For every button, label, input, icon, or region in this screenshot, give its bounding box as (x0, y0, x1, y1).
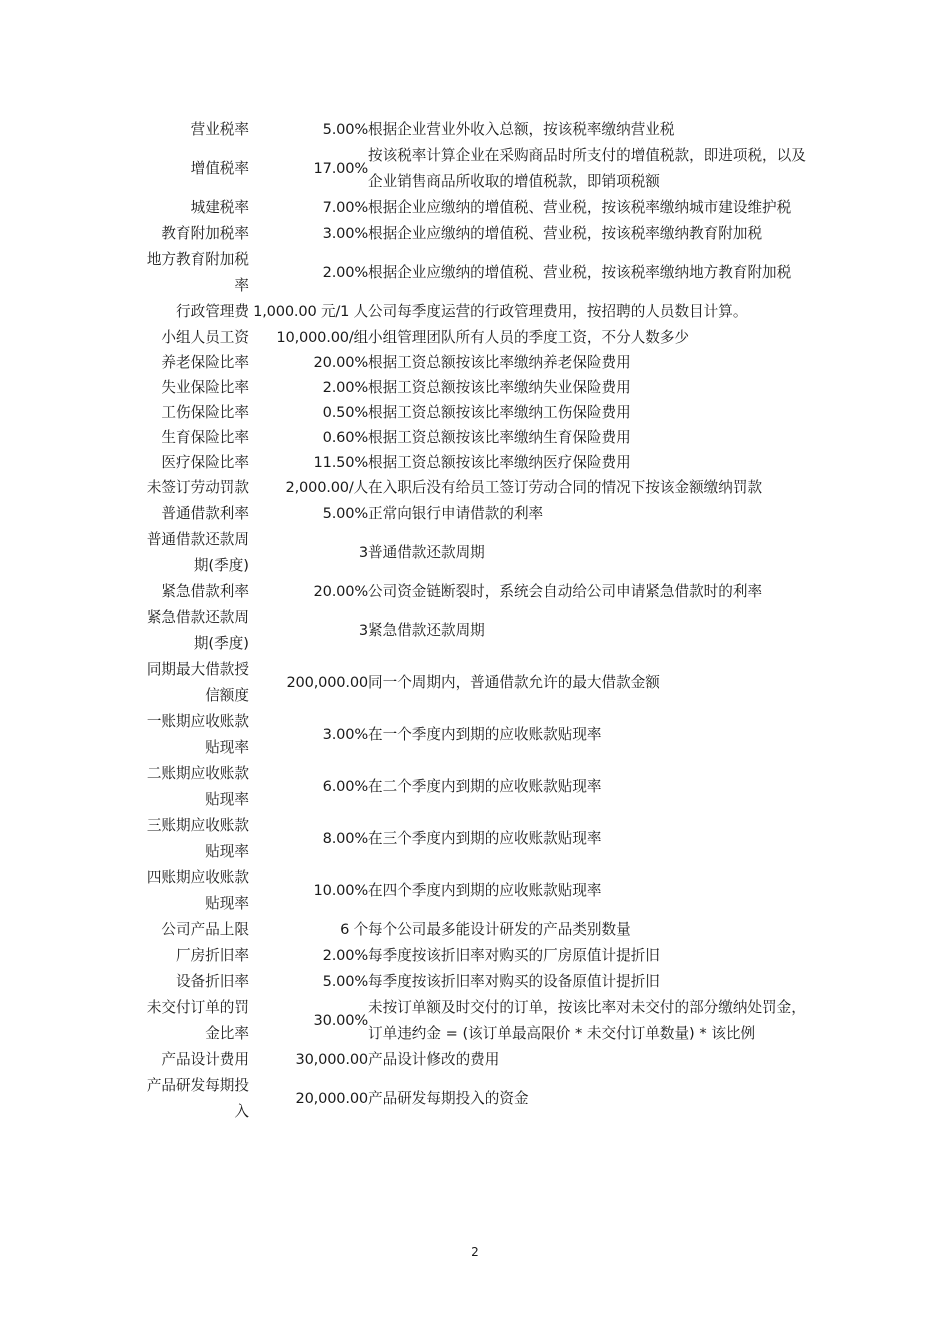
parameter-name: 营业税率 (190, 121, 249, 138)
parameter-value: 30.00% (313, 1012, 368, 1029)
parameter-document (142, 117, 814, 1125)
parameter-row (142, 1073, 814, 1125)
parameter-row (142, 709, 814, 761)
parameter-name: 一账期应收账款贴现率 (146, 713, 249, 756)
parameter-row (142, 375, 814, 400)
page-number: 2 (471, 1245, 479, 1259)
parameter-name: 工伤保险比率 (161, 404, 249, 421)
parameter-row (142, 501, 814, 527)
parameter-value: 0.60% (322, 429, 368, 446)
parameter-value: 10.00% (313, 882, 368, 899)
parameter-row (142, 605, 814, 657)
parameter-value: 11.50% (313, 454, 368, 471)
parameter-rows (142, 117, 814, 1125)
parameter-name: 同期最大借款授信额度 (146, 661, 249, 704)
parameter-row (142, 761, 814, 813)
parameter-name: 二账期应收账款贴现率 (146, 765, 249, 808)
parameter-row (142, 299, 814, 325)
parameter-name: 厂房折旧率 (176, 947, 249, 964)
parameter-description: 产品研发每期投入的资金 (368, 1090, 529, 1107)
parameter-row (142, 527, 814, 579)
parameter-description: 每季度按该折旧率对购买的设备原值计提折旧 (368, 973, 660, 990)
parameter-value: 200,000.00 (286, 674, 368, 691)
parameter-description: 公司资金链断裂时，系统会自动给公司申请紧急借款时的利率 (368, 583, 763, 600)
parameter-name: 医疗保险比率 (161, 454, 249, 471)
parameter-description: 根据工资总额按该比率缴纳工伤保险费用 (368, 404, 631, 421)
parameter-description: 根据企业营业外收入总额，按该税率缴纳营业税 (368, 121, 675, 138)
parameter-description: 每季度按该折旧率对购买的厂房原值计提折旧 (368, 947, 660, 964)
parameter-row (142, 400, 814, 425)
parameter-row (142, 247, 814, 299)
parameter-value: 2.00% (322, 379, 368, 396)
parameter-row (142, 195, 814, 221)
parameter-name: 产品设计费用 (161, 1051, 249, 1068)
parameter-name: 行政管理费 (176, 303, 249, 320)
parameter-value: 2.00% (322, 947, 368, 964)
parameter-description: 在二个季度内到期的应收账款贴现率 (368, 778, 602, 795)
parameter-value: 30,000.00 (295, 1051, 368, 1068)
parameter-row (142, 943, 814, 969)
parameter-description: 普通借款还款周期 (368, 544, 485, 561)
parameter-value: 6 个 (340, 921, 368, 938)
parameter-name: 普通借款还款周期(季度) (146, 531, 249, 574)
parameter-name: 设备折旧率 (176, 973, 249, 990)
parameter-row (142, 917, 814, 943)
parameter-row (142, 813, 814, 865)
parameter-value: 20,000.00 (295, 1090, 368, 1107)
parameter-name: 生育保险比率 (161, 429, 249, 446)
parameter-value: 7.00% (322, 199, 368, 216)
parameter-value: 2.00% (322, 264, 368, 281)
parameter-value: 8.00% (322, 830, 368, 847)
parameter-value: 3 (358, 544, 368, 561)
parameter-name: 四账期应收账款贴现率 (146, 869, 249, 912)
parameter-description: 未按订单额及时交付的订单，按该比率对未交付的部分缴纳处罚金，订单违约金 = (该订单最高限价 * 未交付订单数量) * 该比例 (368, 999, 806, 1042)
parameter-row (142, 450, 814, 475)
parameter-description: 根据工资总额按该比率缴纳医疗保险费用 (368, 454, 631, 471)
parameter-row (142, 475, 814, 501)
parameter-name: 公司产品上限 (161, 921, 249, 938)
parameter-name: 地方教育附加税率 (146, 251, 249, 294)
parameter-name: 未签订劳动罚款 (146, 479, 249, 496)
parameter-value: 1,000.00 元/1 人 (253, 303, 368, 320)
parameter-description: 同一个周期内，普通借款允许的最大借款金额 (368, 674, 660, 691)
parameter-name: 紧急借款还款周期(季度) (146, 609, 249, 652)
parameter-row (142, 117, 814, 143)
parameter-row (142, 579, 814, 605)
parameter-name: 增值税率 (190, 160, 249, 177)
parameter-row (142, 325, 814, 350)
parameter-description: 在三个季度内到期的应收账款贴现率 (368, 830, 602, 847)
parameter-description: 在入职后没有给员工签订劳动合同的情况下按该金额缴纳罚款 (368, 479, 763, 496)
parameter-name: 三账期应收账款贴现率 (146, 817, 249, 860)
parameter-value: 5.00% (322, 121, 368, 138)
parameter-name: 未交付订单的罚金比率 (146, 999, 249, 1042)
parameter-row (142, 657, 814, 709)
parameter-value: 3 (358, 622, 368, 639)
parameter-row (142, 1047, 814, 1073)
parameter-name: 小组人员工资 (161, 329, 249, 346)
parameter-value: 20.00% (313, 583, 368, 600)
parameter-description: 根据工资总额按该比率缴纳失业保险费用 (368, 379, 631, 396)
parameter-value: 3.00% (322, 726, 368, 743)
parameter-value: 0.50% (322, 404, 368, 421)
parameter-value: 20.00% (313, 354, 368, 371)
parameter-description: 根据企业应缴纳的增值税、营业税，按该税率缴纳教育附加税 (368, 225, 763, 242)
parameter-description: 在一个季度内到期的应收账款贴现率 (368, 726, 602, 743)
parameter-description: 产品设计修改的费用 (368, 1051, 500, 1068)
parameter-value: 3.00% (322, 225, 368, 242)
parameter-name: 教育附加税率 (161, 225, 249, 242)
parameter-description: 根据企业应缴纳的增值税、营业税，按该税率缴纳地方教育附加税 (368, 264, 792, 281)
parameter-row (142, 350, 814, 375)
parameter-name: 紧急借款利率 (161, 583, 249, 600)
parameter-description: 正常向银行申请借款的利率 (368, 505, 544, 522)
parameter-name: 养老保险比率 (161, 354, 249, 371)
parameter-description: 每个公司最多能设计研发的产品类别数量 (368, 921, 631, 938)
parameter-table (142, 117, 814, 1125)
parameter-description: 公司每季度运营的行政管理费用，按招聘的人员数目计算。 (368, 303, 748, 320)
parameter-row (142, 221, 814, 247)
parameter-description: 根据企业应缴纳的增值税、营业税，按该税率缴纳城市建设维护税 (368, 199, 792, 216)
parameter-row (142, 995, 814, 1047)
parameter-name: 产品研发每期投入 (146, 1077, 249, 1120)
parameter-description: 按该税率计算企业在采购商品时所支付的增值税款，即进项税，以及企业销售商品所收取的增值税款，即销项税额 (368, 147, 806, 190)
parameter-row (142, 865, 814, 917)
parameter-value: 5.00% (322, 973, 368, 990)
parameter-value: 5.00% (322, 505, 368, 522)
parameter-name: 城建税率 (190, 199, 249, 216)
parameter-value: 2,000.00/人 (285, 479, 368, 496)
parameter-description: 小组管理团队所有人员的季度工资，不分人数多少 (368, 329, 690, 346)
parameter-description: 根据工资总额按该比率缴纳养老保险费用 (368, 354, 631, 371)
parameter-row (142, 969, 814, 995)
parameter-value: 10,000.00/组 (276, 329, 368, 346)
parameter-row (142, 143, 814, 195)
parameter-value: 17.00% (313, 160, 368, 177)
parameter-description: 在四个季度内到期的应收账款贴现率 (368, 882, 602, 899)
parameter-value: 6.00% (322, 778, 368, 795)
parameter-row (142, 425, 814, 450)
parameter-description: 根据工资总额按该比率缴纳生育保险费用 (368, 429, 631, 446)
parameter-name: 普通借款利率 (161, 505, 249, 522)
parameter-name: 失业保险比率 (161, 379, 249, 396)
parameter-description: 紧急借款还款周期 (368, 622, 485, 639)
